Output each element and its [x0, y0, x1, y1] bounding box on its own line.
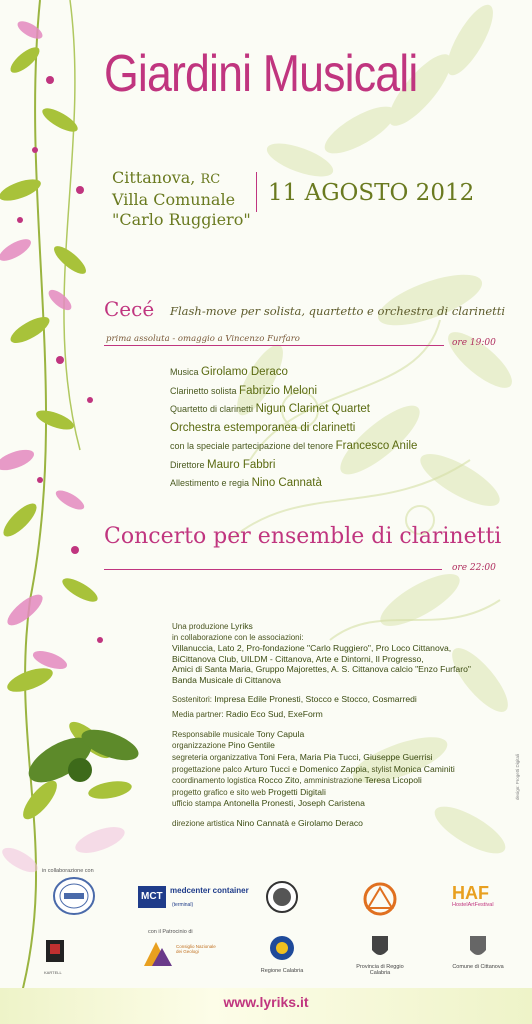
- sponsors-label: Sostenitori:: [172, 694, 213, 704]
- regione-logo-icon: [252, 934, 312, 964]
- direction-line: [172, 818, 522, 830]
- collab-logo-icon: [52, 876, 96, 916]
- media-label: Media partner:: [172, 710, 224, 720]
- venue-place-name: "Carlo Ruggiero": [112, 210, 251, 229]
- regione-logo: [252, 934, 312, 974]
- direction-and: e: [291, 818, 296, 828]
- collab-label: in collaborazione con: [42, 868, 94, 874]
- production-credits: [172, 621, 522, 830]
- credit-role: Clarinetto solista: [170, 385, 237, 396]
- staff-line: [172, 787, 522, 799]
- haf-mark: HAF: [452, 883, 489, 903]
- haf-logo: [452, 884, 512, 908]
- staff-role: segreteria organizzativa: [172, 752, 257, 762]
- comune-logo: [448, 932, 508, 970]
- direction-label: direzione artistica: [172, 818, 235, 828]
- credit-line: [170, 400, 417, 419]
- staff-role: progettazione palco: [172, 764, 242, 774]
- design-credit: design: Progetti Digitali: [515, 753, 520, 800]
- association-line: BiCittanova Club, UILDM - Cittanova, Arte e Dintorni, Il Progresso,: [172, 653, 424, 664]
- director-name: Girolamo Deraco: [297, 817, 363, 828]
- staff-role: coordinamento logistica: [172, 776, 257, 786]
- staff-name: Toni Fera, Maria Pia Tucci, Giuseppe Guerrisi: [259, 751, 433, 762]
- credit-name: Francesco Anile: [335, 440, 418, 452]
- comune-logo-icon: [448, 932, 508, 960]
- venue-block: [112, 168, 251, 230]
- event2-title: Concerto per ensemble di clarinetti: [104, 524, 502, 549]
- credit-name: Mauro Fabbri: [207, 458, 276, 471]
- credit-line: [170, 419, 417, 438]
- mct-text: medcenter container: [170, 886, 249, 895]
- consiglio-logo: [140, 938, 216, 972]
- credit-role: Allestimento e regia: [170, 478, 250, 488]
- credit-role: Quartetto di clarinetti: [170, 404, 254, 414]
- staff-role: ufficio stampa: [172, 799, 222, 809]
- staff-line: [172, 752, 522, 764]
- venue-city: Cittanova,: [112, 168, 196, 187]
- staff-name: Tony Capula: [256, 728, 305, 739]
- comune-text: Comune di Cittanova: [452, 964, 504, 970]
- staff-role: amministrazione: [303, 776, 363, 786]
- association-line: Villanuccia, Lato 2, Pro-fondazione "Carlo Ruggiero", Pro Loco Cittanova,: [172, 643, 452, 654]
- staff-line: [172, 798, 522, 810]
- event1-subtitle: Flash-move per solista, quartetto e orchestra di clarinetti: [170, 304, 506, 318]
- consiglio-text: Consiglio Nazionale dei Geologi: [176, 944, 216, 954]
- mct-sub: (terminal): [172, 902, 194, 908]
- consiglio-logo-icon: [140, 938, 180, 968]
- mct-mark: MCT: [141, 891, 163, 902]
- event1-note: prima assoluta - omaggio a Vincenzo Furfaro: [106, 334, 300, 344]
- provincia-logo: [350, 934, 410, 976]
- website-link[interactable]: www.lyriks.it: [223, 994, 309, 1010]
- association-line: Banda Musicale di Cittanova: [172, 674, 281, 685]
- divider-line: [104, 345, 444, 346]
- credit-line: [170, 456, 417, 475]
- staff-line: [172, 775, 522, 787]
- event1-time: ore 19:00: [452, 338, 496, 348]
- seal-logo-icon: [265, 880, 299, 914]
- credit-line: [170, 363, 417, 382]
- staff-role: stylist: [371, 764, 392, 774]
- credit-name: Fabrizio Meloni: [239, 384, 318, 397]
- kartell-text: KARTELL: [44, 970, 62, 975]
- event1-credits: [170, 363, 417, 493]
- staff-name: Rocco Zito,: [258, 775, 302, 786]
- provincia-logo-icon: [350, 934, 410, 960]
- staff-line: [172, 764, 522, 776]
- staff-role: organizzazione: [172, 741, 226, 751]
- kartell-logo: [44, 940, 72, 975]
- credit-name: Orchestra estemporanea di clarinetti: [170, 421, 356, 434]
- patronage-label: con il Patrocinio di: [148, 929, 193, 935]
- credit-line: [170, 474, 417, 493]
- staff-name: Arturo Tucci e Domenico Zappia,: [244, 763, 370, 774]
- media-partners: Radio Eco Sud, ExeForm: [225, 709, 323, 720]
- event1-title: Cecé: [104, 297, 155, 321]
- staff-name: Monica Caminiti: [393, 763, 455, 774]
- credit-name: Nigun Clarinet Quartet: [255, 403, 370, 415]
- staff-name: Progetti Digitali: [268, 786, 326, 797]
- director-name: Nino Cannatà: [236, 817, 290, 828]
- credit-role: con la speciale partecipazione del tenore: [170, 441, 334, 451]
- event2-time: ore 22:00: [452, 563, 496, 573]
- provincia-text: Provincia di Reggio Calabria: [356, 964, 404, 976]
- venue-place: Villa Comunale: [112, 190, 236, 209]
- staff-name: Antonella Pronesti, Joseph Caristena: [223, 798, 365, 809]
- sponsors: Impresa Edile Pronesti, Stocco e Stocco, Cosmarredi: [214, 693, 417, 704]
- credit-name: Nino Cannatà: [251, 477, 322, 489]
- credit-name: Girolamo Deraco: [201, 366, 288, 378]
- media-line: [172, 709, 522, 721]
- sponsors-line: [172, 694, 522, 706]
- triangle-logo-icon: [362, 882, 398, 916]
- staff-role: progetto grafico e sito web: [172, 787, 266, 797]
- association-line: Amici di Santa Maria, Gruppo Majorettes, A. S. Cittanova calcio "Enzo Furfaro": [172, 664, 471, 675]
- kartell-logo-icon: [44, 940, 66, 966]
- credit-role: Musica: [170, 367, 199, 377]
- credit-role: Direttore: [170, 459, 205, 470]
- venue-date-divider: [256, 172, 257, 212]
- producer-name: Lyriks: [230, 621, 253, 631]
- staff-name: Teresa Licopoli: [364, 775, 422, 786]
- credit-line: [170, 437, 417, 456]
- haf-text: HostelArtFestival: [452, 902, 494, 908]
- staff-role: Responsabile musicale: [172, 729, 255, 739]
- mct-logo: [138, 886, 248, 912]
- divider-line: [104, 569, 442, 570]
- credit-line: [170, 382, 417, 401]
- event-date: 11 AGOSTO 2012: [268, 180, 475, 206]
- regione-text: Regione Calabria: [260, 968, 304, 974]
- production-line: [172, 621, 522, 633]
- staff-line: [172, 740, 522, 752]
- collab-intro: in collaborazione con le associazioni:: [172, 632, 304, 642]
- venue-province: RC: [200, 172, 221, 187]
- production-intro: Una produzione: [172, 622, 229, 631]
- poster-title: Giardini Musicali: [104, 45, 418, 103]
- staff-line: [172, 729, 522, 741]
- staff-name: Pino Gentile: [228, 740, 275, 751]
